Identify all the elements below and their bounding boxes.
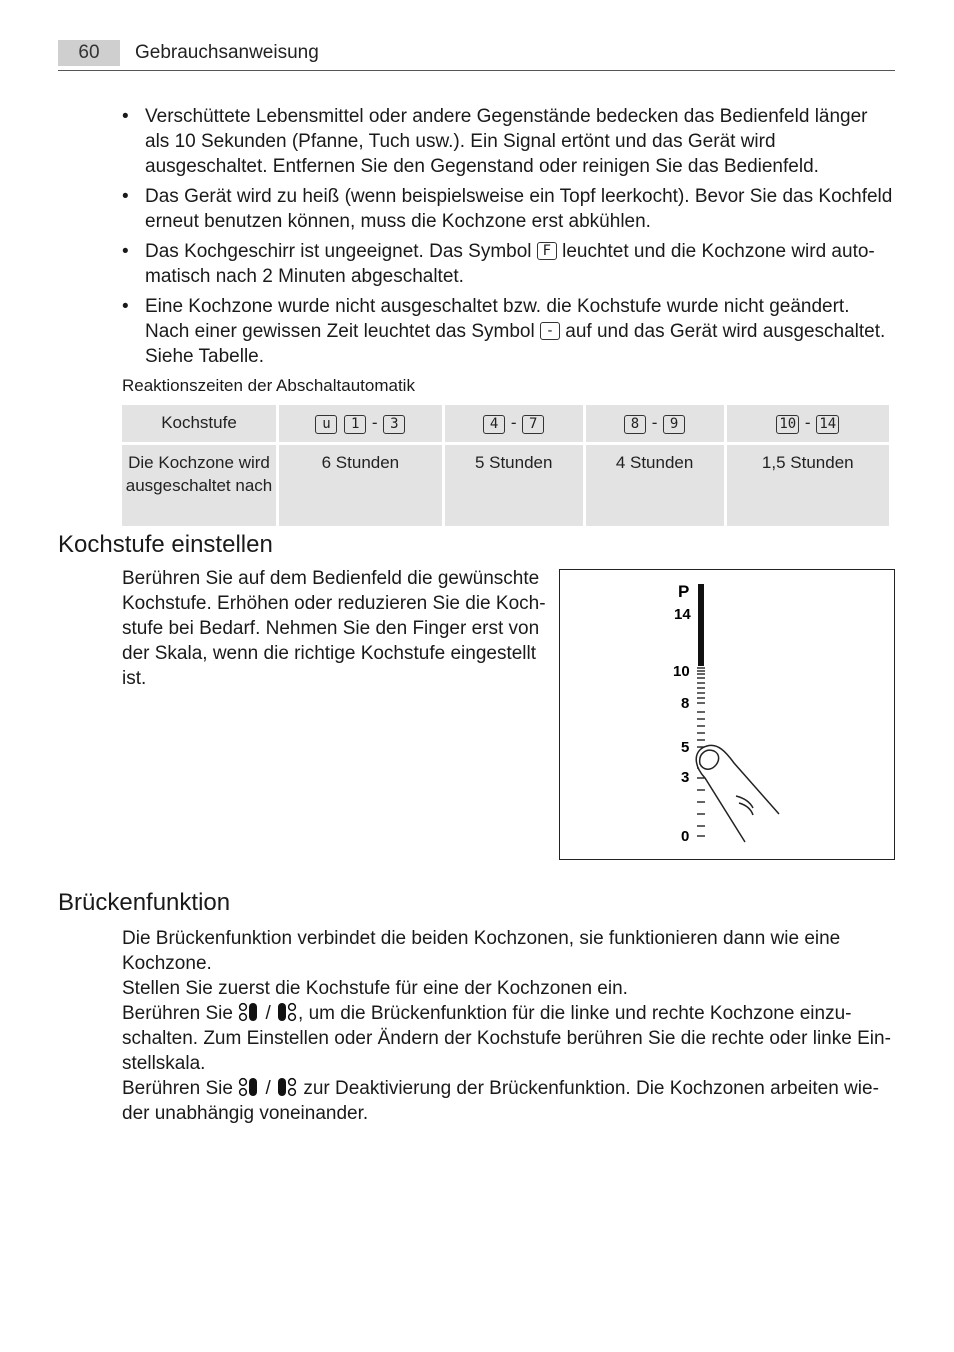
level-symbol: 3 [383,415,405,434]
page-number: 60 [58,40,120,66]
time-cell: 5 Stunden [445,445,583,526]
power-scale-illustration [560,570,894,859]
section-heading-kochstufe: Kochstufe einstellen [58,531,273,558]
paragraph-text: Berühren Sie [122,1078,233,1099]
shutdown-conditions-list [122,104,897,374]
level-symbol: 8 [624,415,646,434]
list-item [122,104,897,179]
table-caption: Reaktionszeiten der Abschaltautomatik [122,376,415,395]
time-cell: 6 Stunden [279,445,442,526]
scale-solid-bar [698,584,704,666]
scale-label-14: 14 [674,606,691,623]
list-item [122,239,897,289]
level-symbol: u [315,415,337,434]
list-item [122,184,897,234]
range-dash: - [804,412,811,432]
scale-label-p: P [678,582,690,601]
finger-illustration [696,745,779,842]
scale-label-0: 0 [681,828,690,845]
level-symbol: 9 [663,415,685,434]
slash-separator: / [265,1078,271,1099]
bruecken-paragraph: Die Brückenfunktion verbindet die beiden Kochzonen, sie funktionieren dann wie eine Kochzone. [122,928,841,974]
list-item-text: auf und das Gerät wird ausgeschaltet. Siehe Tabelle. [145,321,886,367]
level-symbol: 7 [522,415,544,434]
kochstufe-paragraph: Berühren Sie auf dem Bedienfeld die gewünschte Kochstufe. Erhöhen oder reduzieren Sie die Kochstufe bei Bedarf. Nehmen Sie den Finger erst von der Skala, wenn die richtige Kochstufe eingestellt ist. [122,568,546,689]
level-range-cell [586,405,724,445]
paragraph-text: zur Deaktivierung der Brückenfunktion. Die Kochzonen arbeiten wieder unabhängig voneinander. [122,1078,879,1124]
table-row [122,405,889,445]
scale-label-8: 8 [681,695,690,712]
list-item-text: leuchtet und die Kochzone wird automatisch nach 2 Minuten abgeschaltet. [145,241,875,287]
bruecken-paragraph: Stellen Sie zuerst die Kochstufe für eine der Kochzonen ein. [122,978,628,999]
scale-label-10: 10 [673,663,690,680]
scale-label-5: 5 [681,739,690,756]
level-symbol: 14 [816,415,839,434]
table-row [122,445,889,526]
header-title: Gebrauchsanweisung [135,42,319,63]
bridge-left-icon [238,1001,260,1023]
slash-separator: / [265,1003,271,1024]
list-item-text: Verschüttete Lebensmittel oder andere Gegenstände bedecken das Bedienfeld länger als 10 Sekunden (Pfanne, Tuch usw.). Ein Signal ertönt und das Gerät wird ausgeschaltet. Entfernen Sie den Gegenstand oder reinigen Sie das Bedienfeld. [145,106,868,177]
dash-symbol-icon: - [540,322,560,340]
level-symbol: 4 [483,415,505,434]
level-symbol: 1 [344,415,366,434]
level-symbol: 10 [776,415,799,434]
bridge-left-icon [238,1076,260,1098]
time-cell: 4 Stunden [586,445,724,526]
list-item-text: Das Kochgeschirr ist ungeeignet. Das Symbol [145,241,532,262]
bruecken-paragraph [122,1076,897,1126]
range-dash: - [510,412,517,432]
paragraph-text: , um die Brückenfunktion für die linke und rechte Kochzone einzuschalten. Zum Einstellen oder Ändern der Kochstufe berühren Sie die rechte oder linke Einstellskala. [122,1003,891,1074]
bruecken-paragraphs [122,926,897,1126]
range-dash: - [651,412,658,432]
level-range-cell [727,405,889,445]
level-range-cell [445,405,583,445]
list-item [122,294,897,369]
bridge-right-icon [276,1076,298,1098]
table-header-cell: Die Kochzone wird ausgeschaltet nach [122,445,276,526]
range-dash: - [371,412,378,432]
section-heading-bruecken: Brückenfunktion [58,889,231,916]
list-item-text: Das Gerät wird zu heiß (wenn beispielsweise ein Topf leerkocht). Bevor Sie das Kochfeld erneut benutzen können, muss die Kochzone erst abkühlen. [145,186,893,232]
table-header-cell: Kochstufe [122,405,276,445]
power-scale-figure [559,569,895,860]
paragraph-text: Berühren Sie [122,1003,233,1024]
bruecken-paragraph [122,1001,897,1076]
time-cell: 1,5 Stunden [727,445,889,526]
list-item-text: Eine Kochzone wurde nicht ausgeschaltet bzw. die Kochstufe wurde nicht geändert. Nach einer gewissen Zeit leuchtet das Symbol [145,296,850,342]
shutdown-times-table [119,405,892,526]
level-range-cell [279,405,442,445]
header-divider [58,70,895,71]
f-symbol-icon: F [537,242,557,260]
bridge-right-icon [276,1001,298,1023]
scale-label-3: 3 [681,769,690,786]
